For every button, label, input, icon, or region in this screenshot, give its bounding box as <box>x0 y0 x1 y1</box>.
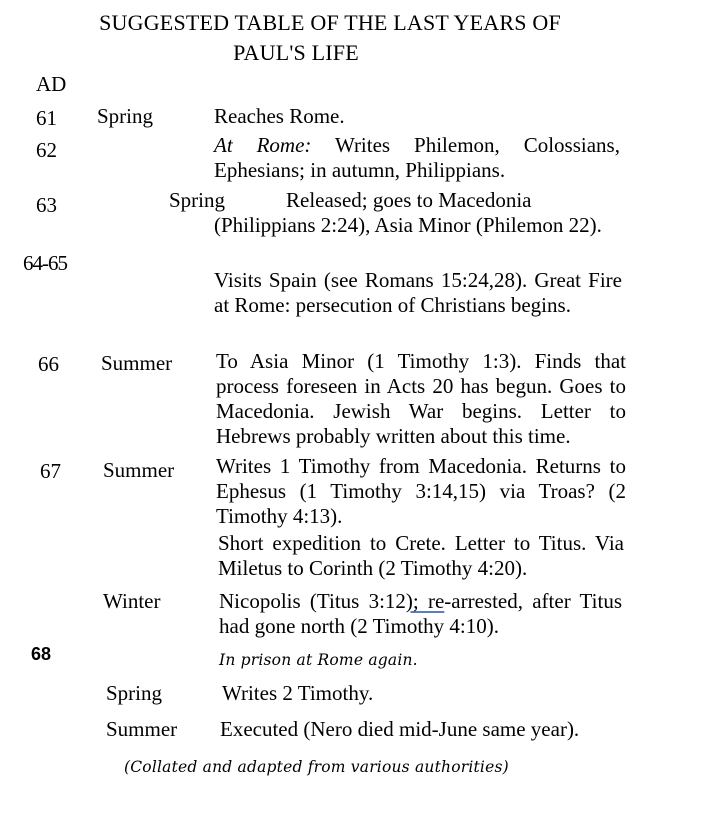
entry-67: Writes 1 Timothy from Macedonia. Returns to Ephesus (1 Timothy 3:14,15) via Troas? (2 Timothy 4:13). <box>216 454 626 528</box>
year-68: 68 <box>31 644 52 664</box>
season-winter: Winter <box>103 589 161 613</box>
season-68-spring: Spring <box>106 681 163 705</box>
season-66-summer: Summer <box>101 351 173 375</box>
entry-63: (Philippians 2:24), Asia Minor (Philemon 22). <box>214 213 602 237</box>
entry-63-first-line: Released; goes to Macedonia <box>286 188 532 212</box>
page-title-line-1: SUGGESTED TABLE OF THE LAST YEARS OF <box>99 10 561 35</box>
season-63-spring: Spring <box>169 188 226 212</box>
entry-winter-part-b: ); re <box>405 589 445 613</box>
entry-68-spring: Writes 2 Timothy. <box>222 681 374 705</box>
footer-note: (Collated and adapted from various authorities) <box>124 758 509 776</box>
year-64-65: 64-65 <box>23 251 67 275</box>
ad-column-header: AD <box>36 72 67 96</box>
entry-61: Reaches Rome. <box>214 104 345 128</box>
year-66: 66 <box>38 352 59 376</box>
year-62: 62 <box>36 138 57 162</box>
entry-67-crete: Short expedition to Crete. Letter to Titus. Via Miletus to Corinth (2 Timothy 4:20). <box>218 531 624 580</box>
entry-68-summer: Executed (Nero died mid-June same year). <box>220 717 580 741</box>
entry-62 <box>214 133 620 183</box>
entry-68: In prison at Rome again. <box>219 651 418 669</box>
year-67: 67 <box>40 459 61 483</box>
entry-66: To Asia Minor (1 Timothy 1:3). Finds that process foreseen in Acts 20 has begun. Goes to Macedonia. Jewish War begins. Letter to Hebrews probably written about this time. <box>216 349 626 448</box>
entry-winter-part-c: -arrested, after Titus had gone north (2 Timothy 4:10). <box>219 589 622 638</box>
season-68-summer: Summer <box>106 717 178 741</box>
year-63: 63 <box>36 193 57 217</box>
entry-62-lead: At Rome: <box>214 133 312 157</box>
page-title-line-2: PAUL'S LIFE <box>233 40 359 65</box>
entry-winter <box>219 589 622 639</box>
entry-62-text: Writes Philemon, Colossians, Ephesians; in autumn, Philippians. <box>214 133 620 182</box>
season-61-spring: Spring <box>97 104 154 128</box>
entry-winter-part-a: Nicopolis (Titus 3:12 <box>219 589 406 613</box>
season-67-summer: Summer <box>103 458 175 482</box>
entry-64-65: Visits Spain (see Romans 15:24,28). Great Fire at Rome: persecution of Christians begins. <box>214 268 622 317</box>
year-61: 61 <box>36 106 57 130</box>
